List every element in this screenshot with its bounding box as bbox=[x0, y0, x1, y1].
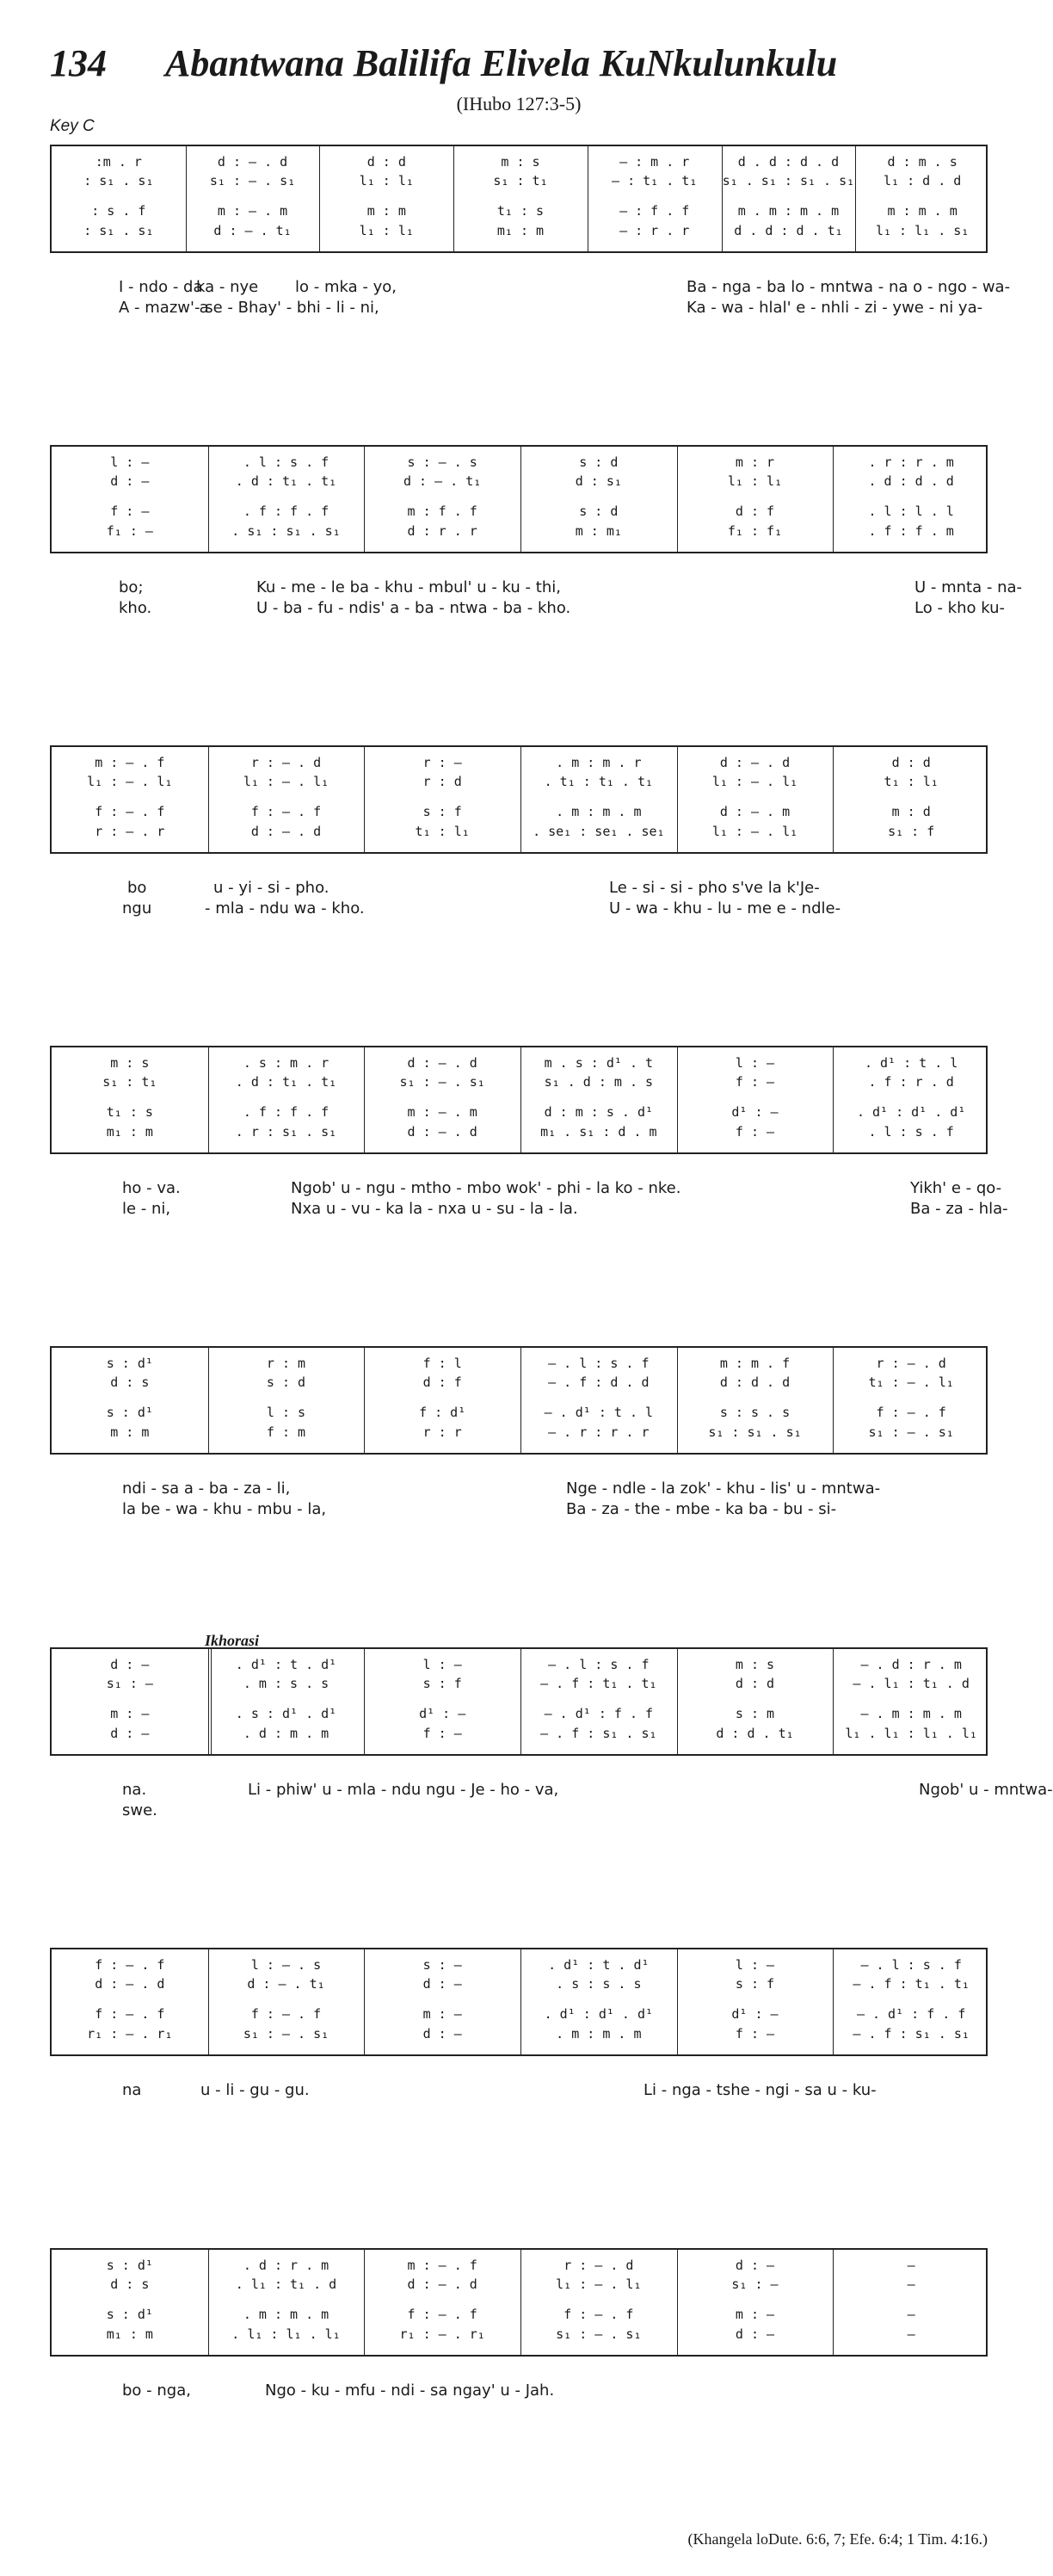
solfa-notes: s₁ : – . s₁ bbox=[399, 1074, 485, 1090]
lyric-syllables: na bbox=[122, 2081, 142, 2099]
solfa-notes: . m : m . r bbox=[556, 755, 642, 770]
staff-box bbox=[50, 145, 988, 253]
solfa-notes: l₁ : – . l₁ bbox=[711, 774, 798, 789]
lyric-line-verse-1 bbox=[50, 2081, 988, 2100]
solfa-notes: – . m : m . m bbox=[860, 1706, 962, 1721]
solfa-notes: f₁ : f₁ bbox=[727, 523, 783, 539]
lyric-syllables: U - ba - fu - ndis' a - ba - ntwa - ba - kho. bbox=[256, 599, 571, 617]
solfa-notes: d : – . d bbox=[719, 755, 791, 770]
lyric-syllables: Ba - za - hla- bbox=[910, 1200, 1008, 1218]
solfa-notes: . l₁ : l₁ . l₁ bbox=[231, 2326, 341, 2342]
solfa-notes: m : — bbox=[735, 2307, 775, 2322]
solfa-notes: d : m : s . d¹ bbox=[544, 1104, 654, 1120]
solfa-notes: s : — bbox=[422, 1957, 462, 1973]
solfa-notes: f : l bbox=[422, 1356, 462, 1371]
lyric-line-verse-2 bbox=[50, 599, 1006, 618]
solfa-notes: m : – . f bbox=[407, 2258, 477, 2273]
solfa-notes: . l : l . l bbox=[868, 503, 954, 519]
solfa-notes: d : s₁ bbox=[575, 473, 622, 489]
solfa-notes: . s : s . s bbox=[556, 1976, 642, 1992]
solfa-notes: . d : d . d bbox=[868, 473, 954, 489]
solfa-notes: r : d bbox=[422, 774, 462, 789]
lyric-syllables: swe. bbox=[122, 1801, 157, 1819]
solfa-notes: f : – . f bbox=[95, 804, 165, 819]
solfa-notes: – . r : r . r bbox=[548, 1424, 650, 1440]
solfa-notes: s : d bbox=[579, 503, 619, 519]
solfa-notes: f : d¹ bbox=[419, 1405, 466, 1420]
lyric-syllables: bo bbox=[127, 879, 147, 897]
solfa-notes: r : – . d bbox=[563, 2258, 634, 2273]
solfa-notes: t₁ : l₁ bbox=[884, 774, 939, 789]
solfa-notes: s : d bbox=[579, 454, 619, 470]
solfa-notes: . f : f . m bbox=[868, 523, 954, 539]
solfa-notes: . s : m . r bbox=[243, 1055, 329, 1071]
hymn-header bbox=[50, 41, 996, 135]
solfa-notes: s : f bbox=[735, 1976, 775, 1992]
solfa-notes: d : — bbox=[422, 2026, 462, 2042]
solfa-notes: – . d¹ : f . f bbox=[544, 1706, 654, 1721]
lyric-syllables: Li - phiw' u - mla - ndu ngu - Je - ho - va, bbox=[248, 1781, 559, 1799]
solfa-notes: s : d bbox=[266, 1374, 306, 1390]
key-signature: Key C bbox=[50, 117, 95, 135]
solfa-notes: d : – . t₁ bbox=[213, 223, 292, 238]
solfa-notes: – . l₁ : t₁ . d bbox=[853, 1676, 970, 1691]
solfa-notes: s₁ : – . s₁ bbox=[243, 2026, 329, 2042]
solfa-notes: l : — bbox=[110, 454, 150, 470]
solfa-notes: : s . f bbox=[91, 203, 146, 219]
solfa-notes: l : – . s bbox=[250, 1957, 322, 1973]
solfa-notes: . m : m . m bbox=[556, 804, 642, 819]
solfa-notes: s : m bbox=[735, 1706, 775, 1721]
lyric-syllables: lo - mka - yo, bbox=[295, 278, 397, 296]
solfa-notes: m : s bbox=[501, 154, 540, 170]
solfa-notes: . m : m . m bbox=[556, 2026, 642, 2042]
solfa-notes: d : – . t₁ bbox=[247, 1976, 325, 1992]
solfa-notes: . s : d¹ . d¹ bbox=[235, 1706, 337, 1721]
lyric-syllables: Yikh' e - qo- bbox=[910, 1179, 1002, 1197]
solfa-notes: . m : m . m bbox=[243, 2307, 329, 2322]
hymn-number: 134 bbox=[50, 42, 107, 84]
chorus-label: Ikhorasi bbox=[205, 1632, 260, 1649]
solfa-notes: f : – . f bbox=[95, 1957, 165, 1973]
solfa-notes: f : — bbox=[422, 1726, 462, 1741]
lyric-syllables: u - li - gu - gu. bbox=[200, 2081, 310, 2099]
solfa-notes: f : — bbox=[110, 503, 150, 519]
solfa-notes: m₁ . s₁ : d . m bbox=[540, 1124, 657, 1140]
solfa-notes: l₁ : l₁ bbox=[359, 223, 414, 238]
solfa-notes: – . l : s . f bbox=[548, 1657, 650, 1672]
solfa-notes: . t₁ : t₁ . t₁ bbox=[544, 774, 654, 789]
solfa-notes: s : d¹ bbox=[106, 2258, 153, 2273]
solfa-notes: – . f : s₁ . s₁ bbox=[540, 1726, 657, 1741]
solfa-notes: – . d¹ : f . f bbox=[856, 2006, 966, 2022]
solfa-notes: s₁ : t₁ bbox=[493, 173, 548, 188]
solfa-notes: m : d bbox=[891, 804, 931, 819]
staff-box bbox=[50, 1346, 988, 1455]
solfa-notes: — : r . r bbox=[619, 223, 690, 238]
lyric-line-verse-1 bbox=[50, 1480, 988, 1498]
solfa-notes: . d¹ : d¹ . d¹ bbox=[856, 1104, 966, 1120]
solfa-notes: . r : s₁ . s₁ bbox=[235, 1124, 337, 1140]
solfa-notes: l : — bbox=[422, 1657, 462, 1672]
solfa-notes: d . d : d . t₁ bbox=[734, 223, 843, 238]
solfa-notes: l₁ : l₁ bbox=[359, 173, 414, 188]
solfa-notes: l : — bbox=[735, 1055, 775, 1071]
solfa-notes: m : – . f bbox=[95, 755, 165, 770]
solfa-notes: d : — bbox=[735, 2258, 775, 2273]
solfa-notes: f₁ : — bbox=[106, 523, 153, 539]
solfa-notes: m : m bbox=[110, 1424, 150, 1440]
solfa-notes: . d : t₁ . t₁ bbox=[235, 1074, 337, 1090]
solfa-notes: l₁ : l₁ . s₁ bbox=[875, 223, 970, 238]
lyric-syllables: Ngob' u - mntwa- bbox=[919, 1781, 1053, 1799]
solfa-notes: – . d¹ : t . l bbox=[544, 1405, 654, 1420]
solfa-notes: . m : s . s bbox=[243, 1676, 329, 1691]
solfa-notes: s₁ : f bbox=[888, 824, 935, 839]
solfa-notes: d : — bbox=[110, 1726, 150, 1741]
lyric-syllables: u - yi - si - pho. bbox=[213, 879, 329, 897]
solfa-notes: d : s bbox=[110, 2276, 150, 2292]
solfa-notes: m : s bbox=[735, 1657, 775, 1672]
solfa-notes: . s₁ : s₁ . s₁ bbox=[231, 523, 341, 539]
solfa-notes: m : – . m bbox=[407, 1104, 477, 1120]
staff-box bbox=[50, 1046, 988, 1154]
lyric-syllables: Nge - ndle - la zok' - khu - lis' u - mntwa- bbox=[566, 1480, 881, 1498]
solfa-notes: s₁ . s₁ : s₁ . s₁ bbox=[722, 173, 855, 188]
lyric-line-verse-2 bbox=[50, 1801, 988, 1820]
solfa-notes: . l : s . f bbox=[868, 1124, 954, 1140]
solfa-notes: t₁ : s bbox=[106, 1104, 153, 1120]
solfa-notes: — bbox=[907, 2307, 915, 2322]
solfa-notes: d¹ : — bbox=[731, 2006, 779, 2022]
solfa-notes: m₁ : m bbox=[496, 223, 545, 238]
lyric-syllables: Ba - nga - ba lo - mntwa - na o - ngo - wa- bbox=[687, 278, 1011, 296]
solfa-notes: — : m . r bbox=[619, 154, 690, 170]
lyric-syllables: ngu bbox=[122, 899, 152, 917]
solfa-notes: d : d bbox=[735, 1676, 775, 1691]
lyric-syllables: Nxa u - vu - ka la - nxa u - su - la - la. bbox=[291, 1200, 578, 1218]
solfa-notes: — : t₁ . t₁ bbox=[612, 173, 698, 188]
solfa-notes: f : – . f bbox=[95, 2006, 165, 2022]
lyric-syllables: - se - Bhay' - bhi - li - ni, bbox=[194, 299, 379, 317]
solfa-notes: s : f bbox=[422, 1676, 462, 1691]
solfa-notes: m : f . f bbox=[407, 503, 477, 519]
solfa-notes: m : m bbox=[366, 203, 406, 219]
solfa-notes: d : – . d bbox=[407, 1124, 477, 1140]
solfa-notes: – . l : s . f bbox=[860, 1957, 962, 1973]
solfa-notes: :m . r bbox=[95, 154, 142, 170]
solfa-notes: d : — bbox=[110, 473, 150, 489]
solfa-notes: r : r bbox=[422, 1424, 462, 1440]
lyric-syllables: ho - va. bbox=[122, 1179, 181, 1197]
solfa-notes: . d : r . m bbox=[243, 2258, 329, 2273]
lyric-syllables: le - ni, bbox=[122, 1200, 171, 1218]
solfa-notes: r : m bbox=[266, 1356, 306, 1371]
lyric-line-verse-2 bbox=[50, 899, 988, 918]
solfa-notes: r : — bbox=[422, 755, 462, 770]
solfa-notes: m : m . f bbox=[719, 1356, 791, 1371]
solfa-notes: s₁ : s₁ . s₁ bbox=[708, 1424, 802, 1440]
solfa-notes: m₁ : m bbox=[106, 2326, 153, 2342]
solfa-notes: f : m bbox=[266, 1424, 306, 1440]
solfa-notes: s : s . s bbox=[719, 1405, 791, 1420]
solfa-notes: f : – . f bbox=[250, 2006, 322, 2022]
solfa-notes: – . d : r . m bbox=[860, 1657, 962, 1672]
lyric-line-verse-1 bbox=[50, 1781, 1053, 1800]
solfa-notes: d : f bbox=[422, 1374, 462, 1390]
staff-box bbox=[50, 2248, 988, 2357]
solfa-notes: . f : f . f bbox=[243, 503, 329, 519]
solfa-notes: . se₁ : se₁ . se₁ bbox=[533, 824, 665, 839]
solfa-notes: d : – . d bbox=[250, 824, 322, 839]
solfa-notes: m : – . m bbox=[217, 203, 288, 219]
solfa-notes: d¹ : — bbox=[731, 1104, 779, 1120]
solfa-notes: s₁ : t₁ bbox=[102, 1074, 157, 1090]
solfa-notes: f : — bbox=[735, 2026, 775, 2042]
solfa-notes: d : d . d bbox=[719, 1374, 791, 1390]
lyric-syllables: Ku - me - le ba - khu - mbul' u - ku - thi, bbox=[256, 578, 561, 596]
solfa-notes: – . f : t₁ . t₁ bbox=[540, 1676, 657, 1691]
solfa-notes: d : d bbox=[366, 154, 406, 170]
solfa-notes: — bbox=[907, 2276, 915, 2292]
solfa-notes: d : — bbox=[422, 1976, 462, 1992]
solfa-notes: s : d¹ bbox=[106, 1405, 153, 1420]
lyric-syllables: ndi - sa a - ba - za - li, bbox=[122, 1480, 291, 1498]
hymn-title: Abantwana Balilifa Elivela KuNkulunkulu bbox=[165, 42, 838, 84]
solfa-notes: . d¹ : d¹ . d¹ bbox=[544, 2006, 654, 2022]
lyric-syllables: kho. bbox=[119, 599, 152, 617]
lyric-syllables: ka - nye bbox=[196, 278, 259, 296]
solfa-notes: r₁ : – . r₁ bbox=[87, 2026, 173, 2042]
lyric-syllables: Ba - za - the - mbe - ka ba - bu - si- bbox=[566, 1500, 837, 1518]
solfa-notes: s : – . s bbox=[407, 454, 477, 470]
footnote: (Khangela loDute. 6:6, 7; Efe. 6:4; 1 Tim. 4:16.) bbox=[687, 2530, 988, 2548]
solfa-notes: f : — bbox=[735, 1074, 775, 1090]
solfa-notes: t₁ : s bbox=[496, 203, 545, 219]
solfa-notes: m : m₁ bbox=[575, 523, 622, 539]
lyric-syllables: - mla - ndu wa - kho. bbox=[205, 899, 365, 917]
solfa-notes: r : – . d bbox=[876, 1356, 946, 1371]
solfa-notes: s : d¹ bbox=[106, 1356, 153, 1371]
staff-box bbox=[50, 445, 988, 553]
solfa-notes: : s₁ . s₁ bbox=[83, 223, 154, 238]
solfa-notes: l₁ : – . l₁ bbox=[556, 2276, 642, 2292]
lyric-line-verse-1 bbox=[50, 1179, 1002, 1198]
lyric-syllables: A - mazw' a bbox=[119, 299, 209, 317]
lyric-syllables: bo - nga, bbox=[122, 2381, 191, 2400]
solfa-notes: — bbox=[907, 2258, 915, 2273]
scripture-reference: (IHubo 127:3-5) bbox=[456, 93, 582, 114]
lyric-syllables: Ka - wa - hlal' e - nhli - zi - ywe - ni ya- bbox=[687, 299, 983, 317]
solfa-notes: d : — bbox=[110, 1657, 150, 1672]
lyric-line-verse-1 bbox=[50, 879, 988, 898]
solfa-notes: r : – . d bbox=[250, 755, 322, 770]
solfa-notes: d : – . t₁ bbox=[403, 473, 482, 489]
lyric-line-verse-2 bbox=[50, 1200, 1008, 1219]
solfa-notes: s₁ . d : m . s bbox=[544, 1074, 654, 1090]
solfa-notes: . f : f . f bbox=[243, 1104, 329, 1120]
solfa-notes: m : — bbox=[110, 1706, 150, 1721]
solfa-notes: d : s bbox=[110, 1374, 150, 1390]
lyric-syllables: Ngob' u - ngu - mtho - mbo wok' - phi - la ko - nke. bbox=[291, 1179, 681, 1197]
solfa-notes: . d¹ : t . d¹ bbox=[548, 1957, 650, 1973]
solfa-notes: d : – . d bbox=[95, 1976, 165, 1992]
solfa-notes: m : s bbox=[110, 1055, 150, 1071]
solfa-notes: — : f . f bbox=[619, 203, 690, 219]
solfa-notes: d : – . d bbox=[407, 1055, 477, 1071]
solfa-notes: . l : s . f bbox=[243, 454, 329, 470]
lyric-syllables: bo; bbox=[119, 578, 144, 596]
solfa-notes: : s₁ . s₁ bbox=[83, 173, 154, 188]
solfa-notes: s : d¹ bbox=[106, 2307, 153, 2322]
solfa-notes: . d : m . m bbox=[243, 1726, 329, 1741]
staff-box bbox=[50, 745, 988, 854]
lyric-line-verse-2 bbox=[50, 299, 988, 318]
solfa-notes: – . f : t₁ . t₁ bbox=[853, 1976, 970, 1992]
solfa-notes: m : m . m bbox=[887, 203, 958, 219]
lyric-line-verse-1 bbox=[50, 578, 1023, 597]
lyric-syllables: Ngo - ku - mfu - ndi - sa ngay' u - Jah. bbox=[265, 2381, 555, 2400]
lyric-syllables: U - wa - khu - lu - me e - ndle- bbox=[609, 899, 841, 917]
solfa-notes: m . s : d¹ . t bbox=[544, 1055, 654, 1071]
solfa-notes: s : f bbox=[422, 804, 462, 819]
solfa-notes: d : r . r bbox=[407, 523, 477, 539]
solfa-notes: s₁ : – . s₁ bbox=[556, 2326, 642, 2342]
lyric-syllables: Li - nga - tshe - ngi - sa u - ku- bbox=[644, 2081, 877, 2099]
lyric-line-verse-1 bbox=[50, 2381, 988, 2400]
solfa-notes: l₁ : – . l₁ bbox=[243, 774, 329, 789]
solfa-notes: d : d . t₁ bbox=[716, 1726, 794, 1741]
lyric-line-verse-1 bbox=[50, 278, 1011, 297]
solfa-notes: f : – . f bbox=[407, 2307, 477, 2322]
lyric-syllables: U - mnta - na- bbox=[914, 578, 1023, 596]
solfa-notes: l₁ : d . d bbox=[883, 173, 962, 188]
solfa-notes: s₁ : — bbox=[106, 1676, 153, 1691]
lyric-syllables: Lo - kho ku- bbox=[914, 599, 1006, 617]
solfa-notes: — bbox=[907, 2326, 915, 2342]
lyric-syllables: I - ndo - da bbox=[119, 278, 203, 296]
solfa-notes: l₁ : l₁ bbox=[727, 473, 783, 489]
solfa-notes: d¹ : — bbox=[419, 1706, 466, 1721]
solfa-notes: m : — bbox=[422, 2006, 462, 2022]
solfa-notes: r : – . r bbox=[95, 824, 165, 839]
solfa-notes: l : s bbox=[266, 1405, 306, 1420]
solfa-notes: l₁ : – . l₁ bbox=[711, 824, 798, 839]
solfa-notes: t₁ : – . l₁ bbox=[868, 1374, 954, 1390]
solfa-notes: d : d bbox=[891, 755, 931, 770]
solfa-notes: d : — bbox=[735, 2326, 775, 2342]
solfa-notes: m : r bbox=[735, 454, 775, 470]
lyric-line-verse-2 bbox=[50, 1500, 988, 1519]
lyric-syllables: la be - wa - khu - mbu - la, bbox=[122, 1500, 327, 1518]
solfa-notes: t₁ : l₁ bbox=[415, 824, 470, 839]
solfa-notes: f : – . f bbox=[563, 2307, 634, 2322]
solfa-notes: . f : r . d bbox=[868, 1074, 954, 1090]
solfa-notes: s₁ : – . s₁ bbox=[868, 1424, 954, 1440]
solfa-notes: l : — bbox=[735, 1957, 775, 1973]
solfa-notes: d : m . s bbox=[887, 154, 958, 170]
solfa-notes: s₁ : – . s₁ bbox=[209, 173, 296, 188]
lyric-syllables: Le - si - si - pho s've la k'Je- bbox=[609, 879, 820, 897]
solfa-notes: r₁ : – . r₁ bbox=[399, 2326, 485, 2342]
solfa-notes: – . f : d . d bbox=[548, 1374, 650, 1390]
solfa-notes: . d¹ : t . l bbox=[864, 1055, 958, 1071]
staff-box bbox=[50, 1647, 988, 1756]
solfa-notes: . d : t₁ . t₁ bbox=[235, 473, 337, 489]
solfa-notes: m . m : m . m bbox=[737, 203, 840, 219]
solfa-notes: . l₁ : t₁ . d bbox=[235, 2276, 337, 2292]
solfa-notes: l₁ . l₁ : l₁ . l₁ bbox=[845, 1726, 977, 1741]
solfa-notes: – . l : s . f bbox=[548, 1356, 650, 1371]
solfa-notes: f : — bbox=[735, 1124, 775, 1140]
solfa-notes: . r : r . m bbox=[868, 454, 954, 470]
solfa-notes: l₁ : – . l₁ bbox=[87, 774, 173, 789]
solfa-notes: f : – . f bbox=[876, 1405, 946, 1420]
solfa-notes: m₁ : m bbox=[106, 1124, 153, 1140]
solfa-notes: f : – . f bbox=[250, 804, 322, 819]
solfa-notes: d : f bbox=[735, 503, 775, 519]
solfa-notes: d : – . d bbox=[217, 154, 288, 170]
staff-box bbox=[50, 1948, 988, 2056]
solfa-notes: d : – . d bbox=[407, 2276, 477, 2292]
solfa-notes: – . f : s₁ . s₁ bbox=[853, 2026, 970, 2042]
solfa-notes: s₁ : — bbox=[731, 2276, 779, 2292]
solfa-notes: d : – . m bbox=[719, 804, 791, 819]
solfa-notes: . d¹ : t . d¹ bbox=[235, 1657, 337, 1672]
lyric-syllables: na. bbox=[122, 1781, 147, 1799]
solfa-notes: d . d : d . d bbox=[737, 154, 840, 170]
